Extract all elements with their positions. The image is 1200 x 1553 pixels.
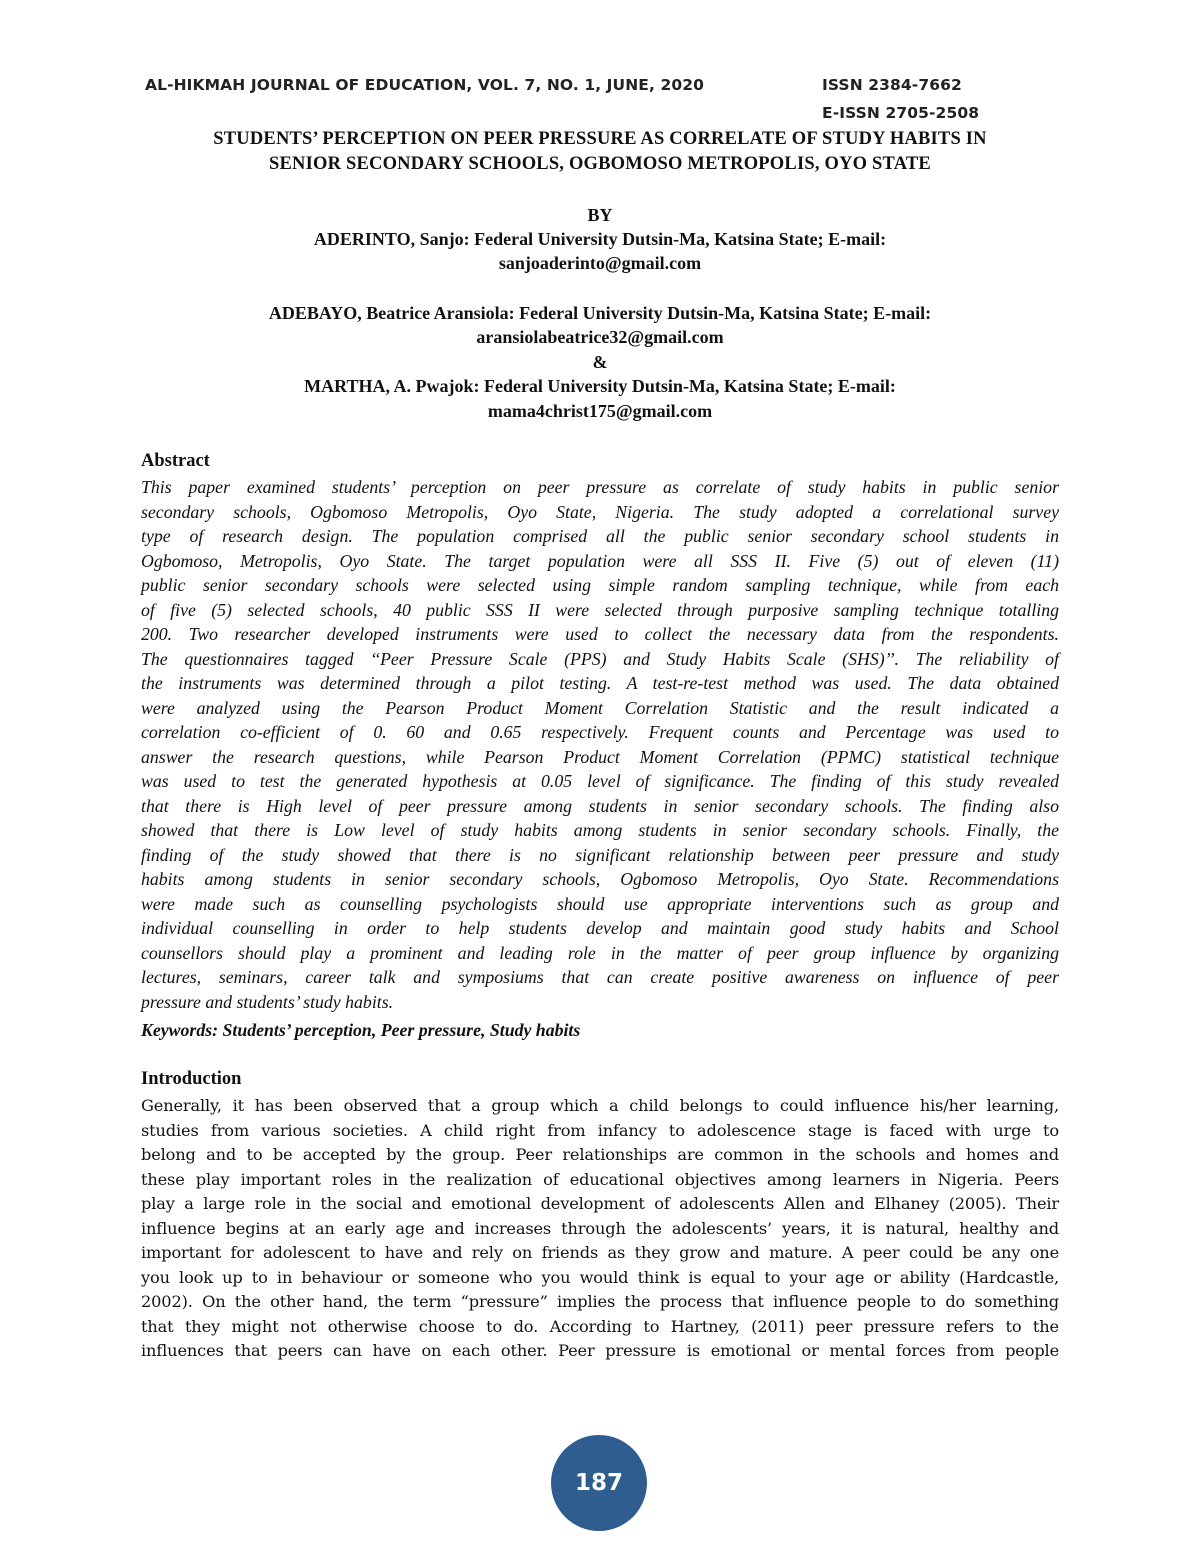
introduction-line: influence begins at an early age and increases through the adolescents’ years, it is natural, healthy and [141,1218,1059,1238]
introduction-line: play a large role in the social and emotional development of adolescents Allen and Elhaney (2005). Their [141,1194,1059,1213]
abstract-line: of five (5) selected schools, 40 public SSS II were selected through purposive sampling technique totalling [141,599,1059,620]
abstract-line: The questionnaires tagged ‘‘Peer Pressure Scale (PPS) and Study Habits Scale (SHS)’’. The reliability of [141,648,1059,669]
abstract-line: was used to test the generated hypothesis at 0.05 level of significance. The finding of this study revealed [141,771,1059,791]
issn: ISSN 2384-7662 [822,76,962,94]
paper-title-line-2: SENIOR SECONDARY SCHOOLS, OGBOMOSO METROPOLIS, OYO STATE [269,154,931,174]
abstract-line: pressure and students’ study habits. [141,991,394,1012]
abstract-line: secondary schools, Ogbomoso Metropolis, Oyo State, Nigeria. The study adopted a correlational survey [141,501,1059,522]
eissn: E-ISSN 2705-2508 [822,104,980,122]
introduction-line: 2002). On the other hand, the term “pressure” implies the process that influence people to do something [141,1292,1059,1311]
abstract-line: individual counselling in order to help students develop and maintain good study habits and School [141,918,1059,938]
abstract-line: were analyzed using the Pearson Product Moment Correlation Statistic and the result indicated a [141,697,1059,718]
by-label: BY [587,205,613,225]
author-3-email: mama4christ175@gmail.com [487,401,713,421]
author-2-email: aransiolabeatrice32@gmail.com [476,327,724,347]
abstract-line: public senior secondary schools were selected using simple random sampling technique, while from each [141,575,1059,595]
abstract-line: 200. Two researcher developed instruments were used to collect the necessary data from the respondents. [141,624,1059,644]
abstract-line: that there is High level of peer pressure among students in senior secondary schools. The finding also [141,795,1059,816]
abstract-line: finding of the study showed that there is no significant relationship between peer pressure and study [141,844,1059,865]
introduction-line: belong and to be accepted by the group. Peer relationships are common in the schools and homes and [141,1145,1059,1164]
author-2-affiliation: ADEBAYO, Beatrice Aransiola: Federal University Dutsin-Ma, Katsina State; E-mail: [268,303,932,323]
abstract-line: correlation co-efficient of 0. 60 and 0.65 respectively. Frequent counts and Percentage was used to [141,722,1059,742]
keywords: Keywords: Students’ perception, Peer pressure, Study habits [141,1020,581,1040]
abstract-line: type of research design. The population comprised all the public senior secondary school students in [141,526,1059,546]
introduction-line: you look up to in behaviour or someone who you would think is equal to your age or ability (Hardcastle, [141,1267,1059,1287]
introduction-line: these play important roles in the realization of educational objectives among learners in Nigeria. Peers [141,1169,1059,1189]
author-separator: & [592,352,608,372]
introduction-line: studies from various societies. A child right from infancy to adolescence stage is faced with urge to [141,1120,1059,1140]
paper-title-line-1: STUDENTS’ PERCEPTION ON PEER PRESSURE AS CORRELATE OF STUDY HABITS IN [213,129,987,149]
journal-header: AL-HIKMAH JOURNAL OF EDUCATION, VOL. 7, NO. 1, JUNE, 2020 [145,76,705,94]
abstract-line: showed that there is Low level of study habits among students in senior secondary schools. Finally, the [141,820,1059,840]
abstract-heading: Abstract [141,451,210,471]
author-3-affiliation: MARTHA, A. Pwajok: Federal University Dutsin-Ma, Katsina State; E-mail: [304,376,896,396]
page-number-badge [551,1435,647,1531]
abstract-line: lectures, seminars, career talk and symposiums that can create positive awareness on influence of peer [141,967,1059,987]
abstract-line: answer the research questions, while Pearson Product Moment Correlation (PPMC) statistical technique [141,746,1059,767]
abstract-line: were made such as counselling psychologists should use appropriate interventions such as group and [141,893,1059,914]
introduction-line: influences that peers can have on each other. Peer pressure is emotional or mental forces from people [141,1341,1059,1360]
author-1-affiliation: ADERINTO, Sanjo: Federal University Dutsin-Ma, Katsina State; E-mail: [313,229,887,249]
abstract-line: the instruments was determined through a pilot testing. A test-re-test method was used. The data obtained [141,673,1059,693]
introduction-line: that they might not otherwise choose to do. According to Hartney, (2011) peer pressure refers to the [141,1316,1059,1336]
author-1-email: sanjoaderinto@gmail.com [498,253,702,273]
abstract-line: habits among students in senior secondary schools, Ogbomoso Metropolis, Oyo State. Recommendations [141,869,1059,889]
introduction-line: Generally, it has been observed that a group which a child belongs to could influence his/her learning, [141,1096,1059,1115]
introduction-heading: Introduction [141,1069,242,1089]
abstract-line: This paper examined students’ perception on peer pressure as correlate of study habits in public senior [141,477,1059,497]
abstract-line: Ogbomoso, Metropolis, Oyo State. The target population were all SSS II. Five (5) out of eleven (11) [141,550,1059,571]
introduction-line: important for adolescent to have and rely on friends as they grow and mature. A peer could be any one [141,1243,1059,1262]
page-number: 187 [574,1470,623,1496]
abstract-line: counsellors should play a prominent and leading role in the matter of peer group influence by organizing [141,942,1059,963]
